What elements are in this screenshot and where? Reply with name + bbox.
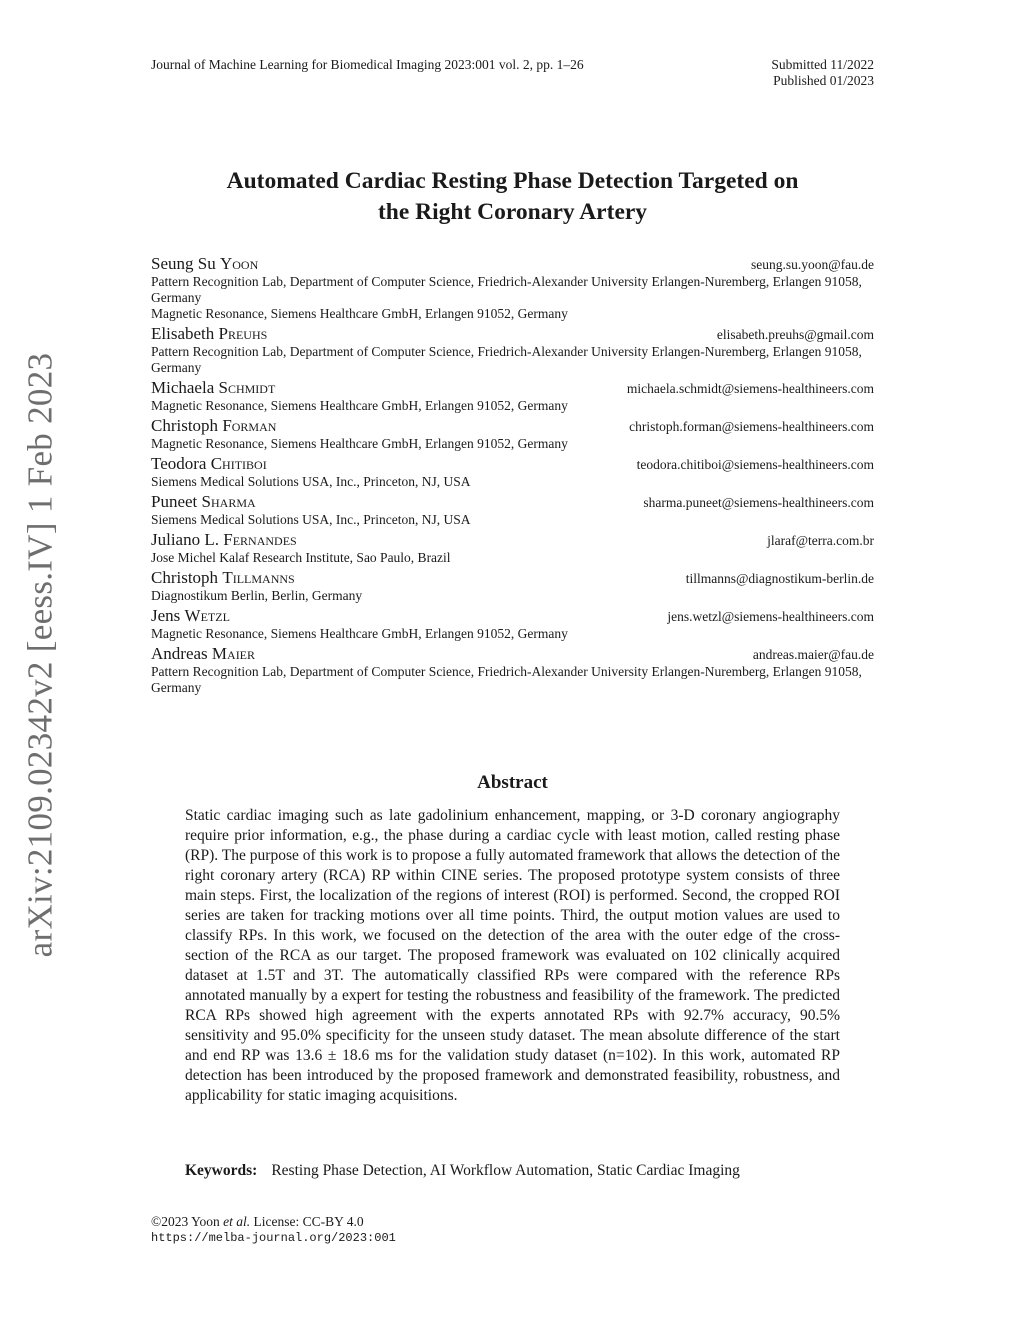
arxiv-stamp xyxy=(14,352,66,958)
author-row xyxy=(151,324,874,344)
author-name xyxy=(151,416,276,436)
author-first-name: Elisabeth xyxy=(151,324,215,343)
author-row xyxy=(151,454,874,474)
title-line-2: the Right Coronary Artery xyxy=(377,199,648,225)
author-affiliation: Pattern Recognition Lab, Department of Computer Science, Friedrich-Alexander University Erlangen-Nuremberg, Erlangen 91058, Germany xyxy=(151,664,862,695)
author-name xyxy=(151,606,230,626)
author-email: tillmanns@diagnostikum-berlin.de xyxy=(685,571,874,586)
author-affiliation: Siemens Medical Solutions USA, Inc., Princeton, NJ, USA xyxy=(151,474,471,489)
author-last-name: Sharma xyxy=(201,492,256,511)
author-first-name: Michaela xyxy=(151,378,215,397)
abstract-heading: Abstract xyxy=(477,772,548,793)
author-last-name: Maier xyxy=(211,644,256,663)
copyright-et-al: et al. xyxy=(223,1214,251,1229)
author-row xyxy=(151,378,874,398)
author-block xyxy=(151,568,874,604)
keywords-label: Keywords: xyxy=(185,1162,258,1179)
author-list xyxy=(151,254,874,698)
license: License: CC-BY 4.0 xyxy=(250,1214,364,1229)
author-last-name: Tillmanns xyxy=(222,568,295,587)
journal-info: Journal of Machine Learning for Biomedical Imaging 2023:001 vol. 2, pp. 1–26 xyxy=(151,57,584,72)
published-date: Published 01/2023 xyxy=(773,73,874,88)
author-block xyxy=(151,416,874,452)
author-block xyxy=(151,454,874,490)
author-name xyxy=(151,644,255,664)
author-last-name: Forman xyxy=(222,416,277,435)
author-affiliation: Pattern Recognition Lab, Department of Computer Science, Friedrich-Alexander University Erlangen-Nuremberg, Erlangen 91058, Germany xyxy=(151,274,862,305)
author-email: sharma.puneet@siemens-healthineers.com xyxy=(643,495,874,510)
copyright-symbol: © xyxy=(151,1214,162,1229)
author-first-name: Juliano L. xyxy=(151,530,219,549)
author-first-name: Seung Su xyxy=(151,254,216,273)
author-affiliation: Magnetic Resonance, Siemens Healthcare GmbH, Erlangen 91052, Germany xyxy=(151,626,568,641)
author-email: elisabeth.preuhs@gmail.com xyxy=(716,327,874,342)
author-last-name: Preuhs xyxy=(218,324,268,343)
author-email: michaela.schmidt@siemens-healthineers.com xyxy=(626,381,874,396)
author-affiliation: Siemens Medical Solutions USA, Inc., Princeton, NJ, USA xyxy=(151,512,471,527)
author-row xyxy=(151,644,874,664)
author-row xyxy=(151,416,874,436)
abstract-text: Static cardiac imaging such as late gadolinium enhancement, mapping, or 3-D coronary angiography require prior information, e.g., the phase during a cardiac cycle with least motion, called resting phase (RP). The purpose of this work is to propose a fully automated framework that allows the detection of the right coronary artery (RCA) RP within CINE series. The proposed prototype system consists of three main steps. First, the localization of the regions of interest (ROI) is performed. Second, the cropped ROI series are taken for tracking motions over all time points. Third, the output motion values are used to classify RPs. In this work, we focused on the detection of the area with the outer edge of the cross-section of the RCA as our target. The proposed framework was evaluated on 102 clinically acquired dataset at 1.5T and 3T. The automatically classified RPs were compared with the reference RPs annotated manually by a expert for testing the robustness and feasibility of the framework. The predicted RCA RPs showed high agreement with the experts annotated RPs with 92.7% accuracy, 90.5% sensitivity and 95.0% specificity for the unseen study dataset. The mean absolute difference of the start and end RP was 13.6 ± 18.6 ms for the validation study dataset (n=102). In this work, automated RP detection has been introduced by the proposed framework and demonstrated feasibility, robustness, and applicability for static imaging acquisitions. xyxy=(185,807,840,1104)
author-affiliation: Magnetic Resonance, Siemens Healthcare GmbH, Erlangen 91052, Germany xyxy=(151,436,568,451)
paper-title xyxy=(151,166,874,228)
author-block xyxy=(151,530,874,566)
copyright-line xyxy=(151,1213,396,1230)
author-affiliation: Magnetic Resonance, Siemens Healthcare GmbH, Erlangen 91052, Germany xyxy=(151,306,568,321)
author-name xyxy=(151,454,267,474)
footer xyxy=(151,1213,396,1247)
author-name xyxy=(151,378,275,398)
author-name xyxy=(151,254,258,274)
author-email: andreas.maier@fau.de xyxy=(752,647,874,662)
author-email: teodora.chitiboi@siemens-healthineers.com xyxy=(636,457,874,472)
author-affiliation: Jose Michel Kalaf Research Institute, Sao Paulo, Brazil xyxy=(151,550,451,565)
author-affiliation: Diagnostikum Berlin, Berlin, Germany xyxy=(151,588,363,603)
author-name xyxy=(151,492,256,512)
author-first-name: Christoph xyxy=(151,568,219,587)
author-last-name: Yoon xyxy=(219,254,259,273)
author-name xyxy=(151,568,295,588)
submitted-date: Submitted 11/2022 xyxy=(771,57,874,72)
author-row xyxy=(151,254,874,274)
author-block xyxy=(151,254,874,322)
author-affiliation: Magnetic Resonance, Siemens Healthcare GmbH, Erlangen 91052, Germany xyxy=(151,398,568,413)
author-block xyxy=(151,606,874,642)
author-name xyxy=(151,324,267,344)
author-email: seung.su.yoon@fau.de xyxy=(750,257,874,272)
author-email: jens.wetzl@siemens-healthineers.com xyxy=(667,609,874,624)
keywords-value: Resting Phase Detection, AI Workflow Automation, Static Cardiac Imaging xyxy=(271,1162,740,1179)
journal-url-link[interactable]: https://melba-journal.org/2023:001 xyxy=(151,1231,396,1245)
author-last-name: Fernandes xyxy=(223,530,297,549)
author-first-name: Jens xyxy=(151,606,181,625)
author-name xyxy=(151,530,297,550)
arxiv-id: arXiv:2109.02342v2 [eess.IV] 1 Feb 2023 xyxy=(20,352,60,958)
author-row xyxy=(151,492,874,512)
author-block xyxy=(151,644,874,696)
title-line-1: Automated Cardiac Resting Phase Detection Targeted on xyxy=(226,168,799,194)
author-first-name: Teodora xyxy=(151,454,207,473)
author-first-name: Andreas xyxy=(151,644,208,663)
keywords xyxy=(185,1162,845,1180)
author-last-name: Schmidt xyxy=(218,378,276,397)
author-block xyxy=(151,378,874,414)
author-affiliation: Pattern Recognition Lab, Department of Computer Science, Friedrich-Alexander University Erlangen-Nuremberg, Erlangen 91058, Germany xyxy=(151,344,862,375)
author-email: christoph.forman@siemens-healthineers.com xyxy=(629,419,874,434)
author-last-name: Wetzl xyxy=(184,606,230,625)
author-email: jlaraf@terra.com.br xyxy=(767,533,874,548)
author-block xyxy=(151,492,874,528)
author-first-name: Christoph xyxy=(151,416,219,435)
submission-dates xyxy=(771,57,874,89)
author-row xyxy=(151,568,874,588)
copyright-year-author: 2023 Yoon xyxy=(161,1214,224,1229)
author-last-name: Chitiboi xyxy=(210,454,267,473)
author-first-name: Puneet xyxy=(151,492,198,511)
author-block xyxy=(151,324,874,376)
author-row xyxy=(151,530,874,550)
author-row xyxy=(151,606,874,626)
